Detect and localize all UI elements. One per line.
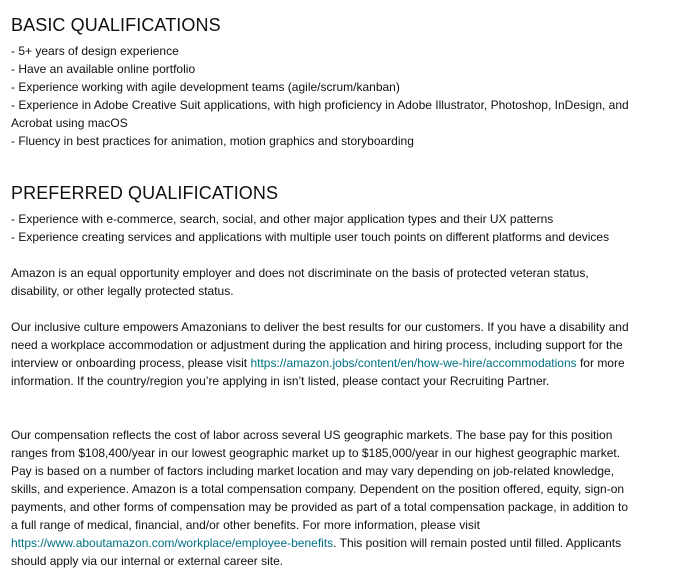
preferred-qualifications-heading: PREFERRED QUALIFICATIONS [11,183,279,203]
list-item: - Experience creating services and applications with multiple user touch points on different platforms and devices [11,230,610,244]
preferred-qualifications-list [11,210,651,246]
basic-qualifications-heading: BASIC QUALIFICATIONS [11,15,221,35]
eeo-statement: Amazon is an equal opportunity employer and does not discriminate on the basis of protected veteran status, disability, or other legally protected status. [11,266,589,298]
basic-qualifications-list [11,42,651,150]
compensation-text-after: . This position will remain posted until filled. Applicants should apply via our internal or external career site. [11,536,622,568]
list-item: - Fluency in best practices for animation, motion graphics and storyboarding [11,134,414,148]
list-item: - 5+ years of design experience [11,44,179,58]
employee-benefits-link[interactable]: https://www.aboutamazon.com/workplace/employee-benefits [11,536,334,550]
list-item: - Experience in Adobe Creative Suit applications, with high proficiency in Adobe Illustrator, Photoshop, InDesign, and Acrobat using macOS [11,98,629,130]
compensation-text-before: Our compensation reflects the cost of labor across several US geographic markets. The base pay for this position ranges from $108,400/year in our lowest geographic market up to $185,000/year in our highest geographic market. Pay is based on a number of factors including market location and may vary depending on job-related knowledge, skills, and experience. Amazon is a total compensation company. Dependent on the position offered, equity, sign-on payments, and other forms of compensation may be provided as part of a total compensation package, in addition to a full range of medical, financial, and/or other benefits. For more information, please visit [11,428,629,532]
list-item: - Experience with e-commerce, search, social, and other major application types and their UX patterns [11,212,554,226]
inclusive-text-after: for more information. If the country/region you’re applying in isn’t listed, please contact your Recruiting Partner. [11,356,625,388]
inclusive-text-before: Our inclusive culture empowers Amazonians to deliver the best results for our customers. If you have a disability and need a workplace accommodation or adjustment during the application and hiring process, including support for the interview or onboarding process, please visit [11,320,629,370]
list-item: - Have an available online portfolio [11,62,196,76]
list-item: - Experience working with agile development teams (agile/scrum/kanban) [11,80,400,94]
inclusive-culture-paragraph [11,318,631,390]
compensation-paragraph [11,426,631,570]
accommodations-link[interactable]: https://amazon.jobs/content/en/how-we-hire/accommodations [250,356,577,370]
